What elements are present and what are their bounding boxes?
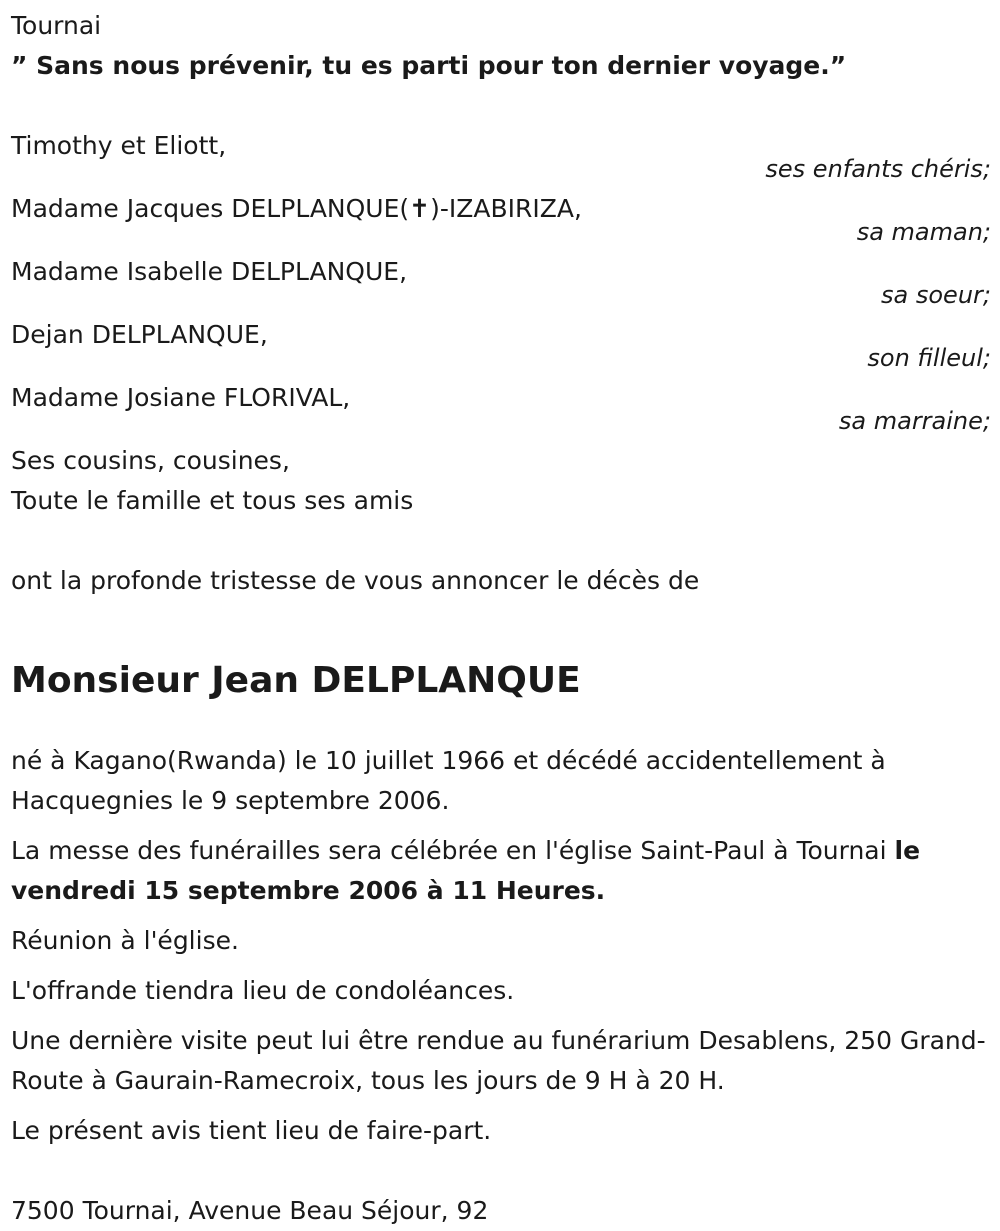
obituary-notice bbox=[11, 6, 991, 1231]
family-member-name: Madame Jacques DELPLANQUE(✝)-IZABIRIZA, bbox=[11, 194, 582, 223]
cousins-line: Ses cousins, cousines, bbox=[11, 446, 290, 475]
family-list bbox=[11, 126, 991, 441]
epigraph-quote: ” Sans nous prévenir, tu es parti pour ton dernier voyage.” bbox=[11, 51, 847, 80]
mass-paragraph bbox=[11, 831, 991, 911]
family-row bbox=[11, 126, 991, 189]
family-member-name: Madame Josiane FLORIVAL, bbox=[11, 383, 351, 412]
family-row bbox=[11, 315, 991, 378]
family-member-relation: sa marraine; bbox=[838, 407, 991, 435]
family-row bbox=[11, 189, 991, 252]
family-member-relation: sa maman; bbox=[856, 218, 991, 246]
family-member-relation: son filleul; bbox=[867, 344, 991, 372]
mass-date: le vendredi 15 septembre 2006 à 11 Heures. bbox=[11, 836, 921, 905]
deceased-name: Monsieur Jean DELPLANQUE bbox=[11, 660, 581, 701]
city-heading: Tournai bbox=[11, 11, 102, 40]
family-row bbox=[11, 252, 991, 315]
family-member-relation: sa soeur; bbox=[881, 281, 991, 309]
announcement-text: ont la profonde tristesse de vous annoncer le décès de bbox=[11, 566, 700, 595]
address-line: 7500 Tournai, Avenue Beau Séjour, 92 bbox=[11, 1196, 489, 1225]
birth-death-paragraph: né à Kagano(Rwanda) le 10 juillet 1966 et décédé accidentellement à Hacquegnies le 9 septembre 2006. bbox=[11, 746, 886, 815]
family-member-name: Madame Isabelle DELPLANQUE, bbox=[11, 257, 408, 286]
family-member-name: Dejan DELPLANQUE, bbox=[11, 320, 268, 349]
mass-text: La messe des funérailles sera célébrée en l'église Saint-Paul à Tournai bbox=[11, 836, 895, 865]
spacer bbox=[11, 86, 991, 126]
family-row bbox=[11, 378, 991, 441]
meeting-paragraph: Réunion à l'église. bbox=[11, 926, 239, 955]
family-member-relation: ses enfants chéris; bbox=[765, 155, 991, 183]
family-member-name: Timothy et Eliott, bbox=[11, 131, 227, 160]
family-friends-line: Toute le famille et tous ses amis bbox=[11, 486, 414, 515]
offering-paragraph: L'offrande tiendra lieu de condoléances. bbox=[11, 976, 515, 1005]
visit-paragraph: Une dernière visite peut lui être rendue au funérarium Desablens, 250 Grand-Route à Gaurain-Ramecroix, tous les jours de 9 H à 20 H. bbox=[11, 1026, 986, 1095]
notice-paragraph: Le présent avis tient lieu de faire-part. bbox=[11, 1116, 492, 1145]
